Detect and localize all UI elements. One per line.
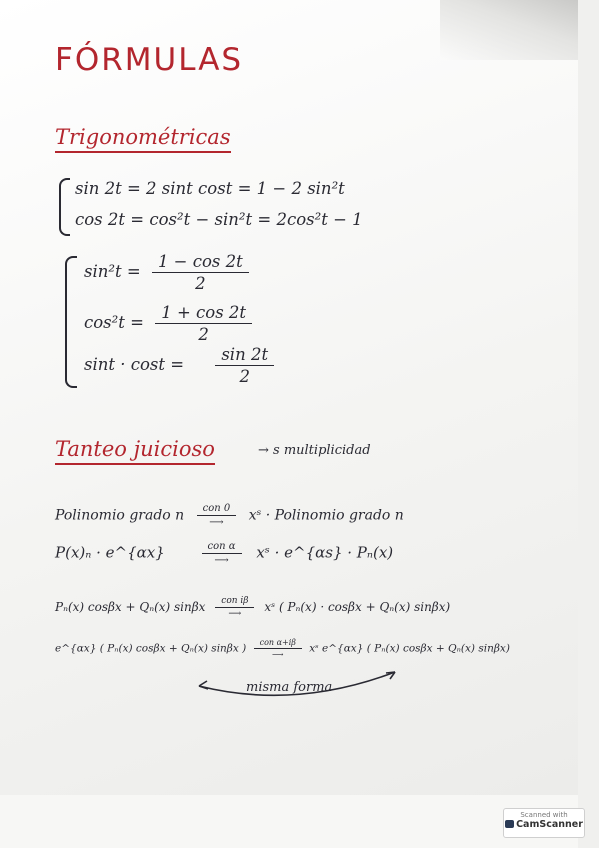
fraction bbox=[152, 252, 249, 293]
tanteo-row-4 bbox=[55, 638, 510, 659]
fraction-num: sin 2t bbox=[215, 345, 274, 366]
arrow-icon: ⟶ bbox=[209, 517, 224, 528]
arrow-icon: ⟶ bbox=[272, 650, 284, 659]
tanteo-heading-text: Tanteo juicioso bbox=[55, 437, 215, 465]
row-lhs: Pₙ(x) cosβx + Qₙ(x) sinβx bbox=[55, 600, 206, 614]
row-rhs: xˢ · Polinomio grado n bbox=[248, 507, 404, 524]
arrow-label bbox=[197, 503, 237, 528]
brace-system-2 bbox=[65, 256, 77, 388]
trig-eq-5 bbox=[84, 345, 274, 386]
fraction-den: 2 bbox=[198, 325, 209, 344]
arrow-icon: ⟶ bbox=[228, 609, 242, 619]
fraction bbox=[155, 303, 252, 344]
arrow-text: con 0 bbox=[197, 503, 237, 516]
section-heading-tanteo bbox=[55, 437, 215, 461]
fraction bbox=[215, 345, 274, 386]
brace-system-1 bbox=[59, 178, 70, 236]
row-rhs: xˢ e^{αx} ( Pₙ(x) cosβx + Qₙ(x) sinβx) bbox=[309, 642, 510, 655]
row-lhs: Polinomio grado n bbox=[55, 507, 185, 524]
badge-brand-text: CamScanner bbox=[516, 819, 583, 830]
page-fold-shadow bbox=[440, 0, 580, 60]
arrow-text: con iβ bbox=[215, 596, 254, 608]
fraction-den: 2 bbox=[195, 274, 206, 293]
trig-eq-2: cos 2t = cos²t − sin²t = 2cos²t − 1 bbox=[75, 210, 363, 229]
tanteo-row-1 bbox=[55, 503, 404, 528]
arrow-label bbox=[202, 541, 242, 566]
camscanner-badge bbox=[503, 808, 585, 838]
camscanner-logo-icon bbox=[505, 820, 514, 828]
row-lhs: e^{αx} ( Pₙ(x) cosβx + Qₙ(x) sinβx ) bbox=[55, 642, 247, 655]
row-lhs: P(x)ₙ · e^{αx} bbox=[55, 543, 165, 562]
trig-eq-1: sin 2t = 2 sint cost = 1 − 2 sin²t bbox=[75, 179, 345, 198]
same-form-label: misma forma bbox=[246, 680, 333, 695]
arrow-text: con α bbox=[202, 541, 242, 554]
row-rhs: xˢ · e^{αs} · Pₙ(x) bbox=[256, 543, 394, 562]
arrow-label bbox=[215, 596, 254, 619]
trig-heading-text: Trigonométricas bbox=[55, 125, 231, 153]
trig-eq-3 bbox=[84, 252, 249, 293]
tanteo-row-2 bbox=[55, 541, 393, 566]
arrow-label bbox=[254, 638, 302, 659]
arrow-text: con α+iβ bbox=[254, 638, 302, 649]
trig-eq-3-lhs: sin²t = bbox=[84, 262, 141, 281]
page-title: FÓRMULAS bbox=[55, 42, 244, 78]
badge-line-2 bbox=[504, 819, 584, 830]
fraction-den: 2 bbox=[239, 367, 250, 386]
multiplicity-note: → s multiplicidad bbox=[258, 443, 371, 458]
fraction-num: 1 + cos 2t bbox=[155, 303, 252, 324]
tanteo-row-3 bbox=[55, 596, 450, 619]
section-heading-trig bbox=[55, 125, 231, 149]
badge-line-1: Scanned with bbox=[520, 811, 568, 819]
row-rhs: xˢ ( Pₙ(x) · cosβx + Qₙ(x) sinβx) bbox=[264, 600, 451, 614]
arrow-icon: ⟶ bbox=[214, 555, 229, 566]
trig-eq-4 bbox=[84, 303, 252, 344]
trig-eq-4-lhs: cos²t = bbox=[84, 313, 144, 332]
scan-edge bbox=[578, 0, 599, 848]
fraction-num: 1 − cos 2t bbox=[152, 252, 249, 273]
trig-eq-5-lhs: sint · cost = bbox=[84, 355, 185, 374]
